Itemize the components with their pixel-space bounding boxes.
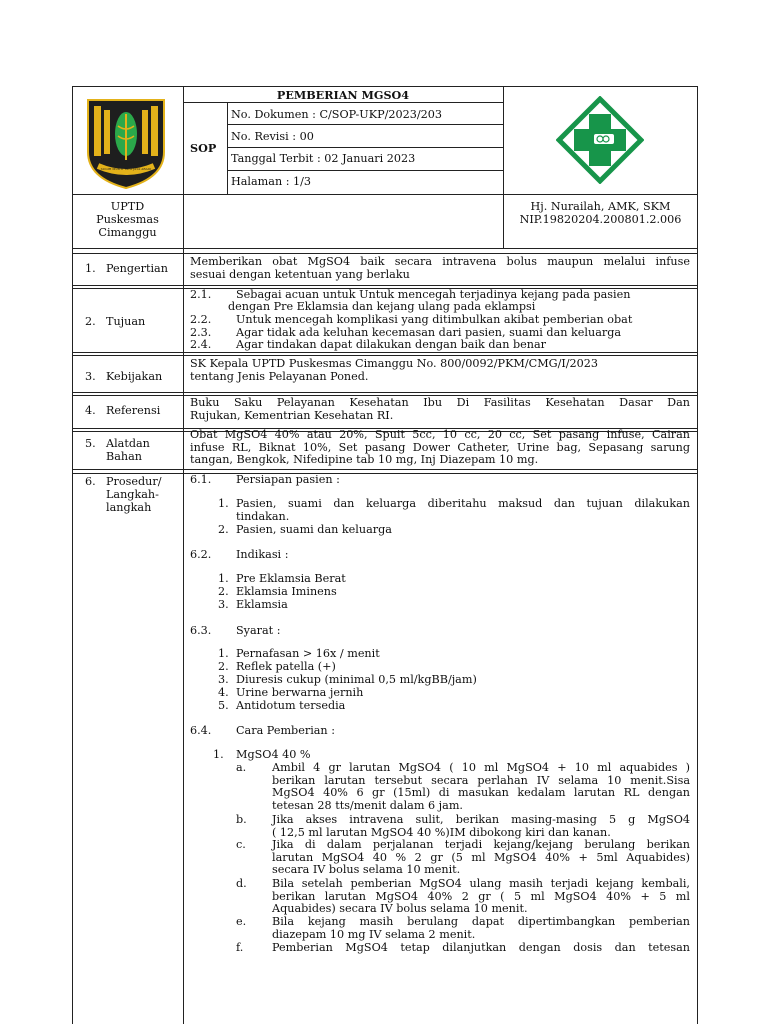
letter-marker: b. [236, 813, 247, 826]
section-1-label: Pengertian [106, 262, 168, 275]
section-6-number: 6. [85, 475, 96, 488]
letter-marker: d. [236, 877, 247, 890]
subsection-title: Syarat : [236, 624, 281, 637]
list-item-text: Pasien, suami dan keluarga diberitahu maksud dan tujuan dilakukan tindakan. [236, 497, 690, 523]
sop-label: SOP [190, 141, 217, 155]
letter-marker: e. [236, 915, 247, 928]
section-6-label-line-2: Langkah- [106, 488, 159, 501]
section-1-number: 1. [85, 262, 96, 275]
section-3-number: 3. [85, 370, 96, 383]
org-name-line-2: Puskesmas [96, 213, 159, 226]
list-number: 2. [218, 585, 229, 598]
list-number: 2. [218, 660, 229, 673]
list-number: 3. [218, 598, 229, 611]
tujuan-item-number: 2.1. [190, 288, 212, 301]
kebijakan-text-line-1: SK Kepala UPTD Puskesmas Cimanggu No. 800/0092/PKM/CMG/I/2023 [190, 357, 599, 370]
section-2-number: 2. [85, 315, 96, 328]
list-item-text: Reflek patella (+) [236, 660, 336, 673]
list-item-text: Urine berwarna jernih [236, 686, 364, 699]
cara-item-text: Bila kejang masih berulang dapat dipertimbangkan pemberian diazepam 10 mg IV selama 2 menit. [272, 915, 690, 941]
list-item-text: Antidotum tersedia [236, 699, 346, 712]
cara-item-text: Bila setelah pemberian MgSO4 ulang masih terjadi kejang kembali, berikan larutan MgSO4 40% 2 gr ( 5 ml MgSO4 40% + 5 ml Aquabides) secara IV bolus selama 10 menit. [272, 877, 690, 916]
alat-bahan-text: Obat MgSO4 40% atau 20%, Spuit 5cc, 10 cc, 20 cc, Set pasang infuse, Cairan infuse RL, Biknat 10%, Set pasang Dower Catheter, Urine bag, Sepasang sarung tangan, Bengkok, Nifedipine tab 10 mg, Inj Diazepam 10 mg. [190, 428, 690, 467]
signer-name: Hj. Nurailah, AMK, SKM [530, 200, 671, 213]
list-number: 1. [218, 647, 229, 660]
tujuan-item-text: Untuk mencegah komplikasi yang ditimbulkan akibat pemberian obat [236, 313, 633, 326]
regency-emblem-logo [84, 96, 168, 190]
section-4-number: 4. [85, 404, 96, 417]
tujuan-item-text: dengan Pre Eklamsia dan kejang ulang pada eklampsi [228, 300, 536, 313]
letter-marker: a. [236, 761, 247, 774]
subsection-title: Indikasi : [236, 548, 289, 561]
revision-number: No. Revisi : 00 [231, 130, 314, 143]
list-number: 1. [218, 572, 229, 585]
tujuan-item-number: 2.4. [190, 338, 212, 351]
section-6-label-line-1: Prosedur/ [106, 475, 162, 488]
tujuan-item-text: Agar tidak ada keluhan kecemasan dari pasien, suami dan keluarga [236, 326, 622, 339]
list-item-text: Pernafasan > 16x / menit [236, 647, 380, 660]
cara-item-text: Ambil 4 gr larutan MgSO4 ( 10 ml MgSO4 + 10 ml aquabides ) berikan larutan tersebut secara perlahan IV selama 10 menit.Sisa MgSO4 40% 6 gr (15ml) di masukan kedalam larutan RL dengan tetesan 28 tts/menit dalam 6 jam. [272, 761, 690, 812]
pengertian-text: Memberikan obat MgSO4 baik secara intravena bolus maupun melalui infuse sesuai dengan ketentuan yang berlaku [190, 255, 690, 281]
org-name-line-3: Cimanggu [98, 226, 157, 239]
letter-marker: f. [236, 941, 244, 954]
list-item-text: MgSO4 40 % [236, 748, 311, 761]
page-number: Halaman : 1/3 [231, 175, 312, 188]
section-6-label-line-3: langkah [106, 501, 152, 514]
list-item-text: Diuresis cukup (minimal 0,5 ml/kgBB/jam) [236, 673, 477, 686]
tujuan-item-number: 2.2. [190, 313, 212, 326]
doc-number: No. Dokumen : C/SOP-UKP/2023/203 [231, 108, 442, 121]
cara-item-text: Jika di dalam perjalanan terjadi kejang/kejang berulang berikan larutan MgSO4 40 % 2 gr (5 ml MgSO4 40% + 5ml Aquabides) secara IV bolus selama 10 menit. [272, 838, 690, 877]
signer-nip: NIP.19820204.200801.2.006 [519, 213, 682, 226]
org-name-line-1: UPTD [110, 200, 145, 213]
section-4-label: Referensi [106, 404, 161, 417]
section-2-label: Tujuan [106, 315, 146, 328]
section-3-label: Kebijakan [106, 370, 163, 383]
list-item-text: Pre Eklamsia Berat [236, 572, 346, 585]
section-5-number: 5. [85, 437, 96, 450]
subsection-number: 6.4. [190, 724, 212, 737]
section-5-label-line-2: Bahan [106, 450, 142, 463]
issue-date: Tanggal Terbit : 02 Januari 2023 [231, 152, 416, 165]
kebijakan-text-line-2: tentang Jenis Pelayanan Poned. [190, 370, 369, 383]
section-5-label-line-1: Alatdan [106, 437, 150, 450]
list-number: 2. [218, 523, 229, 536]
list-number: 4. [218, 686, 229, 699]
tujuan-item-text: Sebagai acuan untuk Untuk mencegah terjadinya kejang pada pasien [236, 288, 631, 301]
subsection-title: Cara Pemberian : [236, 724, 335, 737]
list-number: 1. [213, 748, 224, 761]
list-item-text: Pasien, suami dan keluarga [236, 523, 392, 536]
list-item-text: Eklamsia Iminens [236, 585, 337, 598]
puskesmas-cross-logo [556, 96, 644, 184]
subsection-title: Persiapan pasien : [236, 473, 340, 486]
subsection-number: 6.1. [190, 473, 212, 486]
list-number: 1. [218, 497, 229, 510]
sop-document [72, 86, 698, 1024]
letter-marker: c. [236, 838, 246, 851]
emblem-motto: SUGIH MUKTI TANI JAYA ABADI [100, 168, 152, 171]
cara-item-text: Jika akses intravena sulit, berikan masing-masing 5 g MgSO4 ( 12,5 ml larutan MgSO4 40 %)IM dibokong kiri dan kanan. [272, 813, 690, 839]
list-number: 5. [218, 699, 229, 712]
document-title: PEMBERIAN MGSO4 [276, 88, 410, 102]
tujuan-item-text: Agar tindakan dapat dilakukan dengan baik dan benar [236, 338, 546, 351]
tujuan-item-number: 2.3. [190, 326, 212, 339]
list-item-text: Eklamsia [236, 598, 288, 611]
cara-item-text: Pemberian MgSO4 tetap dilanjutkan dengan dosis dan tetesan [272, 941, 690, 954]
list-number: 3. [218, 673, 229, 686]
subsection-number: 6.3. [190, 624, 212, 637]
subsection-number: 6.2. [190, 548, 212, 561]
referensi-text: Buku Saku Pelayanan Kesehatan Ibu Di Fasilitas Kesehatan Dasar Dan Rujukan, Kementrian Kesehatan RI. [190, 396, 690, 422]
